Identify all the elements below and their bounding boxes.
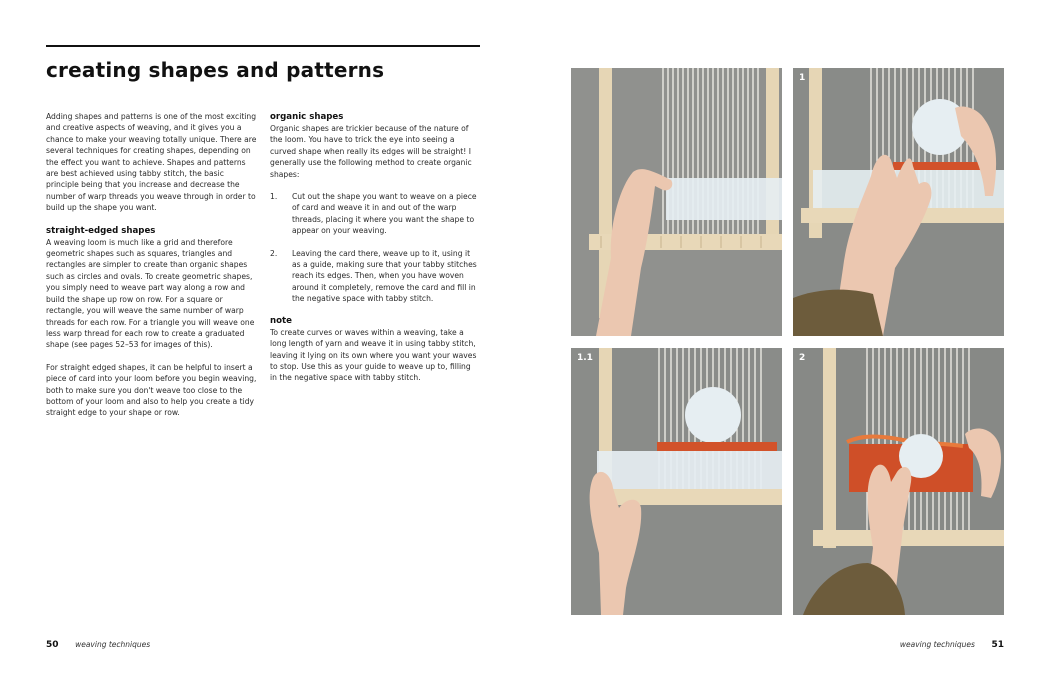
page-title: creating shapes and patterns xyxy=(46,58,385,82)
organic-heading: organic shapes xyxy=(270,112,344,122)
photo-label-2: 2 xyxy=(799,353,806,363)
footer-left xyxy=(46,640,150,650)
photo-step-1 xyxy=(793,68,1004,336)
note-text: To create curves or waves within a weaving, take a long length of yarn and weave it in using tabby stitch, leaving it lying on its own where you want your waves to stop. Use this as your guide to weave up to, filling in the negative space with tabby stitch. xyxy=(270,327,477,383)
step-2-text: Leaving the card there, weave up to it, using it as a guide, making sure that your tabby stitches reach its edges. Then, when you have woven around it completely, remove the card and fill in the negative space with tabby stitch. xyxy=(292,248,477,304)
intro-paragraph: Adding shapes and patterns is one of the most exciting and creative aspects of weaving, and it gives you a chance to make your weaving totally unique. There are several techniques for creating shapes, depending on the effect you want to achieve. Shapes and patterns are best achieved using tabby stitch, the basic principle being that you increase and decrease the number of warp threads you weave through in order to build up the shape you want. xyxy=(46,112,257,213)
photo-step-1-1 xyxy=(571,348,782,615)
step-2 xyxy=(270,248,480,305)
step-1-text: Cut out the shape you want to weave on a piece of card and weave it in and out of the warp threads, placing it where you want the shape to appear on your weaving. xyxy=(292,192,477,236)
photo-step-2 xyxy=(793,348,1004,615)
step-1-number: 1. xyxy=(270,192,278,202)
footer-right xyxy=(900,640,1004,650)
section-name-left: weaving techniques xyxy=(75,640,151,649)
step-2-number: 2. xyxy=(270,248,278,258)
left-column xyxy=(46,111,258,430)
page-number-right: 51 xyxy=(991,640,1004,650)
title-rule xyxy=(46,45,480,47)
photo-card-insert xyxy=(571,68,782,336)
organic-intro: Organic shapes are trickier because of the nature of the loom. You have to trick the eye into seeing a curved shape when really its edges will be straight! I generally use the following method to create organic shapes: xyxy=(270,124,472,179)
section-name-right: weaving techniques xyxy=(899,640,975,649)
photo-label-1-1: 1.1 xyxy=(577,353,593,363)
straight-heading: straight-edged shapes xyxy=(46,225,156,236)
photo-label-1: 1 xyxy=(799,73,806,83)
page-number-left: 50 xyxy=(46,640,59,650)
middle-column xyxy=(270,111,480,384)
note-heading: note xyxy=(270,315,292,326)
straight-paragraph-2: For straight edged shapes, it can be helpful to insert a piece of card into your loom before you begin weaving, both to make sure you don't weave too close to the bottom of your loom and also to help you create a tidy straight edge to your shape or row. xyxy=(46,362,257,418)
step-1 xyxy=(270,191,480,237)
straight-paragraph-1: A weaving loom is much like a grid and therefore geometric shapes such as squares, triangles and rectangles are simpler to create than organic shapes such as circles and ovals. To create geometric shapes, you simply need to weave part way along a row and build the shape up row on row. For a square or rectangle, you will weave the same number of warp threads for each row. For a triangle you will weave one less warp thread for each row to create a graduated shape (see pages 52–53 for images of this). xyxy=(46,237,255,350)
